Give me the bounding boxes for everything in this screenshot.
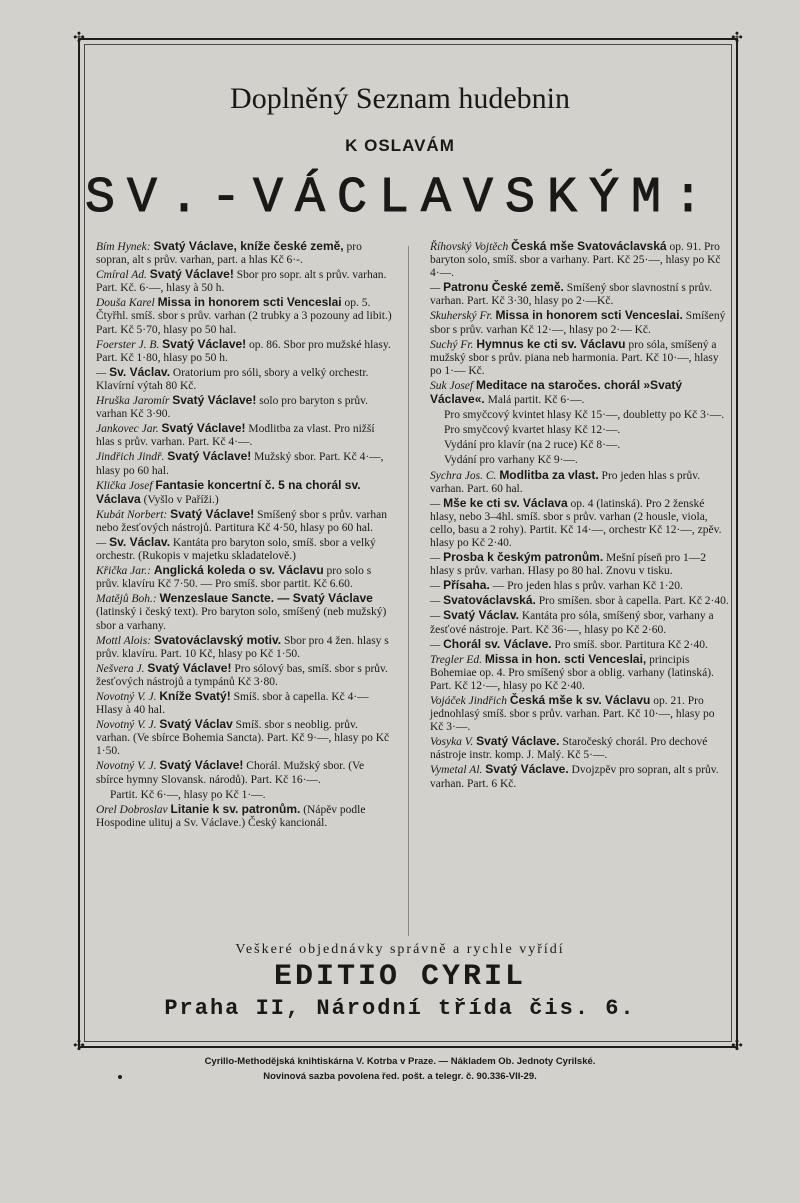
entry-title: Svatý Václave!: [147, 660, 232, 675]
entry-details: Pro sólový bas, smíš. sbor s prův. žesťových nástrojů a tympánů Kč 3·80.: [96, 662, 388, 688]
catalog-entry: [430, 694, 730, 734]
entry-author: Sychra Jos. C.: [430, 469, 497, 482]
entry-details: Vydání pro klavír (na 2 ruce) Kč 8·—.: [444, 439, 621, 452]
entry-details: Smíš. sbor à capella. Kč 4·— Hlasy à 40 hal.: [96, 691, 369, 717]
entry-title: Missa in honorem scti Venceslai.: [495, 308, 683, 323]
entry-title: Modlitba za vlast.: [499, 467, 599, 482]
entry-title: Patronu České země.: [443, 280, 564, 295]
catalog-entry: [96, 296, 392, 336]
entry-author: —: [96, 366, 110, 379]
entry-title: Svatý Václave.: [485, 762, 569, 777]
catalog-entry: [430, 408, 730, 422]
entry-title: Fantasie koncertní č. 5 na chorál sv. Václava: [96, 477, 361, 506]
entry-title: Česká mše k sv. Václavu: [509, 693, 651, 707]
catalog-entry: [96, 662, 392, 689]
catalog-entry: [430, 638, 730, 652]
entry-author: Hruška Jaromír: [96, 395, 170, 408]
catalog-entry: [430, 281, 730, 308]
catalog-entry: [96, 366, 392, 393]
entry-details: pro sóla, smíšený a mužský sbor s prův. piana neb harmonia. Part. Kč 10·—, hlasy po 1·— Kč.: [430, 338, 719, 377]
catalog-entry: [430, 453, 730, 467]
entry-author: Kubát Norbert:: [96, 508, 168, 521]
entry-author: —: [430, 610, 444, 623]
order-note: Veškeré objednávky správně a rychle vyřídí: [235, 942, 565, 957]
catalog-entry: [96, 394, 392, 421]
entry-title: Kníže Svatý!: [159, 689, 231, 703]
catalog-entry: [96, 536, 392, 563]
entry-details: Pro jeden hlas s prův. varhan. Part. 60 hal.: [430, 469, 701, 495]
entry-details: Pro smíšen. sbor à capella. Part. Kč 2·40.: [538, 595, 729, 608]
catalog-entry: [96, 592, 392, 632]
corner-ornament-icon: ✣: [73, 31, 85, 46]
entry-details: principis Bohemiae op. 4. Pro smíšený sbor a oblig. varhany (latinská). Part. Kč 12·—, hlasy po Kč 2·40.: [430, 653, 714, 692]
entry-details: op. 4 (latinská). Pro 2 ženské hlasy, nebo 3–4hl. smíš. sbor s prův. varhan (2 housle, viola, cello, basu a 2 rohy). Partit. Kč 14·—, orchestr Kč 12·—, zpěv. hlasy po Kč 2·40.: [430, 497, 722, 549]
catalog-entry: [96, 450, 392, 477]
entry-author: —: [96, 536, 110, 549]
page-subtitle: K OSLAVÁM: [345, 136, 455, 155]
entry-author: Mottl Alois:: [96, 634, 152, 647]
entry-title: Svatý Václav.: [443, 608, 519, 623]
entry-details: Sbor pro 4 žen. hlasy s prův. klavíru. Part. 10 Kč, hlasy po Kč 1·50.: [96, 634, 389, 660]
entry-author: —: [430, 595, 444, 608]
corner-ornament-icon: ✣: [73, 1039, 85, 1054]
catalog-entry: [96, 803, 392, 830]
entry-details: Pro smyčcový kvartet hlasy Kč 12·—.: [444, 424, 621, 437]
entry-title: Mše ke cti sv. Václava: [443, 495, 568, 510]
entry-details: Sbor pro sopr. alt s prův. varhan. Part. Kč. 6·—, hlasy à 50 h.: [96, 269, 387, 295]
entry-author: Suchý Fr.: [430, 338, 474, 351]
entry-title: Svatý Václave.: [476, 734, 560, 749]
catalog-entry: [430, 653, 730, 693]
entry-title: Svatý Václav: [159, 717, 233, 732]
entry-author: Douša Karel: [96, 297, 155, 310]
entry-author: —: [430, 580, 444, 593]
entry-title: Litanie k sv. patronům.: [170, 801, 301, 816]
catalog-entry: [430, 763, 730, 790]
entry-title: Svatý Václave!: [167, 449, 252, 464]
entry-title: Wenzeslaue Sancte. — Svatý Václave: [159, 591, 373, 606]
entry-details: Modlitba za vlast. Pro nižší hlas s prův. varhan. Part. Kč 4·—.: [96, 423, 375, 449]
ink-dot: [118, 1075, 122, 1079]
entry-title: Missa in hon. scti Venceslai,: [484, 651, 647, 666]
entry-title: Česká mše Svatováclavská: [511, 239, 667, 253]
entry-details: op. 21. Pro jednohlasý smíš. sbor s prův. varhan. Part. Kč 10·—, hlasy po Kč 3·—.: [430, 695, 715, 734]
entry-author: Říhovský Vojtěch: [430, 241, 509, 253]
entry-author: —: [430, 552, 444, 565]
entry-details: Oratorium pro sóli, sbory a velký orchestr. Klavírní výtah 80 Kč.: [96, 366, 369, 392]
entry-title: Sv. Václav.: [109, 364, 171, 379]
catalog-entry: [430, 735, 730, 762]
entry-title: Přísaha.: [443, 578, 490, 593]
entry-title: Svatováclavský motiv.: [153, 632, 282, 647]
entry-author: Orel Dobroslav: [96, 803, 168, 816]
catalog-entry: [96, 508, 392, 535]
entry-title: Svatováclavská.: [443, 593, 536, 608]
right-column: [430, 240, 730, 792]
entry-details: Mešní píseň pro 1—2 hlasy s prův. varhan. Hlasy po 80 hal. Znovu v tisku.: [430, 552, 707, 578]
catalog-entry: [96, 690, 392, 717]
catalog-entry: [430, 551, 730, 578]
catalog-entry: [96, 759, 392, 786]
entry-title: Svatý Václave!: [161, 421, 246, 436]
printer-imprint: [0, 1054, 800, 1084]
entry-details: op. 91. Pro baryton solo, smíš. sbor a varhany. Part. Kč 25·—, hlasy po Kč 4·—.: [430, 241, 721, 280]
catalog-entry: [96, 788, 392, 802]
entry-author: Vojáček Jindřich: [430, 695, 507, 707]
catalog-entry: [430, 338, 730, 378]
entry-details: Smíš. sbor s neoblig. prův. varhan. (Ve sbírce Bohemia Sancta). Part. Kč 9·—, hlasy po Kč 1·50.: [96, 719, 390, 758]
entry-details: Mužský sbor. Part. Kč 4·—, hlasy po 60 hal.: [96, 451, 384, 477]
left-column: [96, 240, 392, 831]
entry-author: Skuherský Fr.: [430, 310, 493, 323]
catalog-entry: [96, 422, 392, 449]
entry-author: Cmíral Ad.: [96, 269, 147, 282]
entry-details: pro sopran, alt s prův. varhan, part. a hlas Kč 6·-.: [96, 241, 362, 267]
entry-details: Vydání pro varhany Kč 9·—.: [444, 454, 578, 467]
entry-details: Kantáta pro baryton solo, smíš. sbor a velký orchestr. (Rukopis v majetku skladatelově.): [96, 536, 376, 563]
entry-details: op. 5. Čtyřhl. smíš. sbor s prův. varhan (2 trubky a 3 pozouny ad libit.) Part. Kč 5·70, hlasy po 50 hal.: [96, 297, 392, 336]
catalog-entry: [430, 497, 730, 550]
catalog-entry: [430, 309, 730, 336]
entry-details: Smíšený sbor slavnostní s prův. varhan. Part. Kč 3·30, hlasy po 2·—Kč.: [430, 282, 712, 308]
entry-author: Foerster J. B.: [96, 338, 160, 351]
page-title: Doplněný Seznam hudebnin: [230, 82, 570, 115]
corner-ornament-icon: ✣: [731, 31, 743, 46]
permit-line: Novinová sazba povolena řed. pošt. a telegr. č. 90.336-VII-29.: [263, 1071, 537, 1082]
entry-author: Novotný V. J.: [96, 719, 157, 732]
catalog-entry: [96, 564, 392, 591]
entry-author: Bím Hynek:: [96, 241, 151, 253]
entry-author: Suk Josef: [430, 379, 474, 392]
banner-heading: SV.-VÁCLAVSKÝM:: [84, 170, 716, 227]
column-divider: [408, 246, 409, 936]
entry-details: solo pro baryton s prův. varhan Kč 3·90.: [96, 395, 368, 421]
entry-details: pro solo s prův. klavíru Kč 7·50. — Pro smíš. sbor partit. Kč 6.60.: [96, 565, 372, 591]
entry-details: Pro smíš. sbor. Partitura Kč 2·40.: [554, 638, 708, 651]
entry-details: Kantáta pro sóla, smíšený sbor, varhany a žesťové nástroje. Part. Kč 36·—, hlasy po Kč 2·60.: [430, 610, 714, 636]
entry-title: Chorál sv. Václave.: [443, 636, 552, 651]
publisher-name: EDITIO CYRIL: [273, 960, 527, 994]
entry-author: Jankovec Jar.: [96, 423, 159, 436]
catalog-entry: [96, 240, 392, 267]
entry-title: Svatý Václave!: [162, 336, 247, 351]
entry-title: Svatý Václave!: [149, 267, 234, 282]
entry-author: Jindřich Jindř.: [96, 451, 165, 464]
entry-author: —: [430, 638, 444, 651]
entry-details: Chorál. Mužský sbor. (Ve sbírce hymny Slovansk. národů). Part. Kč 16·—.: [96, 760, 365, 786]
entry-author: Tregler Ed.: [430, 653, 482, 666]
entry-title: Anglická koleda o sv. Václavu: [153, 563, 324, 578]
catalog-entry: [96, 268, 392, 295]
catalog-entry: [430, 379, 730, 407]
catalog-entry: [430, 469, 730, 496]
catalog-entry: [96, 718, 392, 758]
entry-details: Pro smyčcový kvintet hlasy Kč 15·—, doubletty po Kč 3·—.: [444, 409, 725, 422]
entry-details: (Nápěv podle Hospodine ulituj a Sv. Václave.) Český kancionál.: [96, 803, 366, 829]
entry-author: Novotný V. J.: [96, 691, 157, 703]
entry-author: Nešvera J.: [96, 662, 145, 675]
entry-details: — Pro jeden hlas s prův. varhan Kč 1·20.: [492, 580, 683, 593]
entry-author: Matějů Boh.:: [96, 593, 157, 606]
entry-author: Novotný V. J.: [96, 760, 157, 773]
entry-details: Staročeský chorál. Pro dechové nástroje instr. komp. J. Malý. Kč 5·—.: [430, 736, 708, 762]
entry-title: Hymnus ke cti sv. Václavu: [476, 336, 626, 351]
entry-details: op. 86. Sbor pro mužské hlasy. Part. Kč 1·80, hlasy po 50 h.: [96, 338, 391, 364]
catalog-entry: [430, 438, 730, 452]
entry-author: Klička Josef: [96, 479, 153, 492]
entry-title: Svatý Václave!: [170, 506, 255, 521]
catalog-entry: [430, 240, 730, 280]
catalog-entry: [96, 634, 392, 661]
entry-title: Missa in honorem scti Venceslai: [157, 295, 342, 310]
catalog-entry: [430, 423, 730, 437]
entry-details: (latinský i český text). Pro baryton solo, smíšený (neb mužský) sbor a varhany.: [96, 606, 387, 632]
printer-line: Cyrillo-Methodějská knihtiskárna V. Kotrba v Praze. — Nákladem Ob. Jednoty Cyrilské.: [204, 1056, 596, 1067]
entry-details: (Vyšlo v Paříži.): [143, 493, 219, 506]
publisher-address: Praha II, Národní třída čis. 6.: [164, 996, 636, 1021]
entry-author: Vosyka V.: [430, 736, 474, 749]
entry-details: Partit. Kč 6·—, hlasy po Kč 1·—.: [110, 788, 266, 801]
entry-author: —: [430, 497, 444, 510]
entry-title: Svatý Václave!: [159, 758, 244, 773]
entry-title: Svatý Václave!: [172, 393, 257, 408]
entry-title: Meditace na staročes. chorál »Svatý Václave«.: [430, 377, 683, 407]
entry-title: Prosba k českým patronům.: [443, 550, 604, 565]
catalog-entry: [430, 609, 730, 636]
catalog-entry: [96, 479, 392, 507]
entry-title: Svatý Václave, kníže české země,: [153, 239, 344, 253]
catalog-entry: [96, 338, 392, 365]
entry-author: —: [430, 282, 444, 295]
entry-title: Sv. Václav.: [109, 534, 171, 549]
entry-author: Křička Jar.:: [96, 565, 151, 578]
entry-details: Dvojzpěv pro sopran, alt s prův. varhan. Part. 6 Kč.: [430, 764, 719, 790]
corner-ornament-icon: ✣: [731, 1039, 743, 1054]
entry-author: Vymetal Al.: [430, 764, 483, 777]
entry-details: Smíšený sbor s prův. varhan Kč 12·—, hlasy po 2·— Kč.: [430, 310, 726, 336]
entry-details: Smíšený sbor s prův. varhan nebo žesťových nástrojů. Partitura Kč 4·50, hlasy po 60 hal.: [96, 508, 387, 534]
catalog-entry: [430, 594, 730, 608]
catalog-entry: [430, 579, 730, 593]
entry-details: Malá partit. Kč 6·—.: [487, 394, 585, 407]
